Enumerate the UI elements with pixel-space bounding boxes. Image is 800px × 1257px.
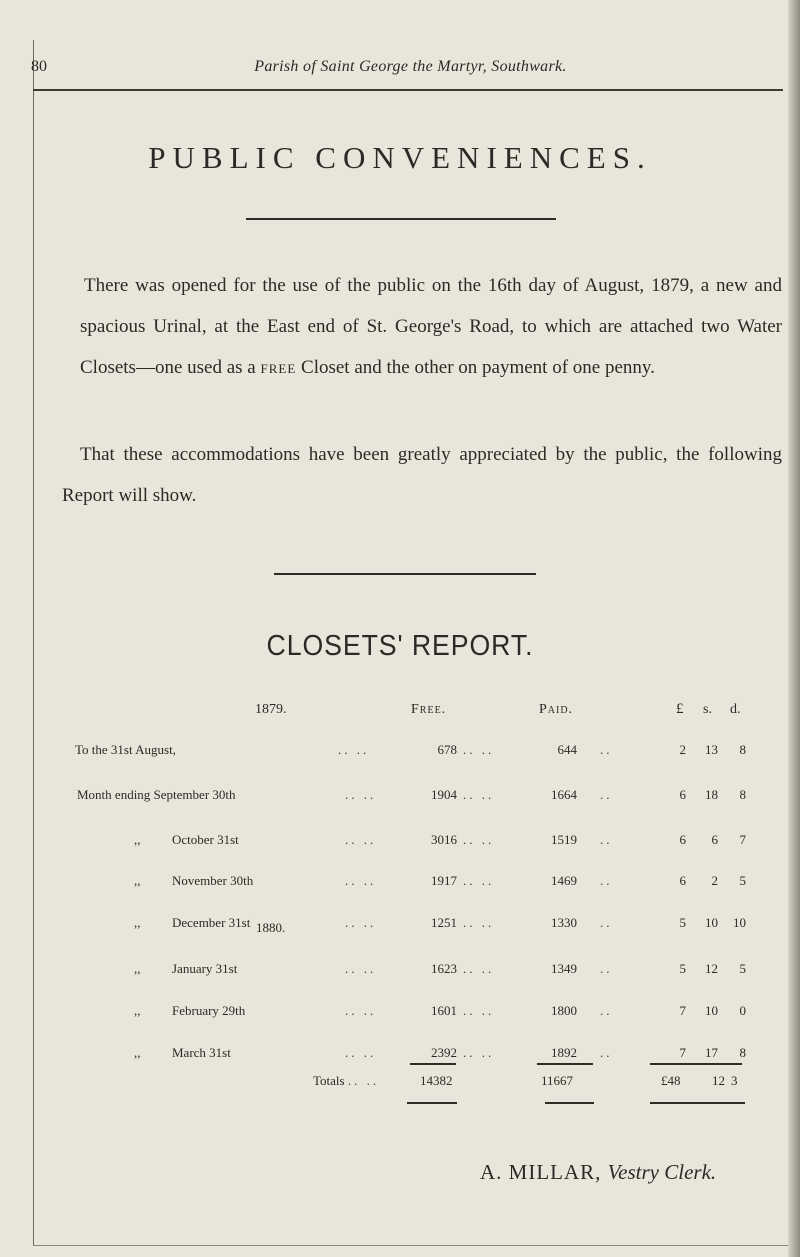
header-year: 1879. — [255, 702, 287, 717]
row-leader: .. — [600, 1045, 613, 1060]
bottom-rule — [33, 1245, 788, 1246]
report-title: CLOSETS' REPORT. — [266, 630, 534, 662]
row-ditto: ,, — [134, 1045, 141, 1060]
row-label: February 29th — [172, 1003, 246, 1018]
row-paid: 1330 — [551, 915, 577, 930]
rule-money-top — [650, 1063, 742, 1065]
row-free: 1904 — [431, 787, 457, 802]
row-pence: 7 — [739, 832, 746, 847]
row-leader: .. .. — [463, 742, 495, 757]
row-ditto: ,, — [134, 832, 141, 847]
paragraph-1-free: free — [260, 357, 297, 378]
running-head: Parish of Saint George the Martyr, Southwark. — [254, 58, 567, 75]
header-shillings: s. — [703, 702, 712, 717]
row-pounds: 7 — [679, 1003, 686, 1018]
row-pence: 8 — [739, 1045, 746, 1060]
row-leader: .. — [600, 787, 613, 802]
row-pounds: 2 — [679, 742, 686, 757]
row-leader: .. .. — [463, 787, 495, 802]
row-shillings: 18 — [705, 787, 718, 802]
row-label: December 31st — [172, 915, 251, 930]
row-leader: .. .. — [463, 961, 495, 976]
row-paid: 1800 — [551, 1003, 577, 1018]
row-leader: .. .. — [345, 1045, 377, 1060]
header-free: Free. — [411, 702, 447, 717]
signature-name: A. MILLAR, — [480, 1160, 602, 1184]
totals-label: Totals .. .. — [313, 1073, 380, 1088]
row-shillings: 6 — [711, 832, 718, 847]
row-free: 1601 — [431, 1003, 457, 1018]
rule-paid-bottom — [545, 1102, 594, 1104]
signature — [480, 1160, 716, 1185]
section-divider — [274, 573, 536, 575]
signature-title: Vestry Clerk. — [607, 1160, 717, 1184]
row-leader: .. — [600, 1003, 613, 1018]
row-leader: .. .. — [345, 787, 377, 802]
row-free: 3016 — [431, 832, 457, 847]
row-free: 1251 — [431, 915, 457, 930]
row-leader: .. .. — [463, 832, 495, 847]
row-leader: .. .. — [345, 961, 377, 976]
rule-money-bottom — [650, 1102, 745, 1104]
row-ditto: ,, — [134, 873, 141, 888]
row-pounds: 5 — [679, 961, 686, 976]
row-ditto: ,, — [134, 915, 141, 930]
row-paid: 1469 — [551, 873, 577, 888]
row-pounds: 6 — [679, 873, 686, 888]
header-rule — [33, 89, 783, 91]
row-label: November 30th — [172, 873, 254, 888]
row-pence: 5 — [739, 961, 746, 976]
row-pounds: 6 — [679, 787, 686, 802]
row-leader: .. .. — [463, 873, 495, 888]
row-pence: 0 — [739, 1003, 746, 1018]
row-pounds: 5 — [679, 915, 686, 930]
row-pounds: 7 — [679, 1045, 686, 1060]
row-ditto: ,, — [134, 961, 141, 976]
totals-pounds: £48 — [661, 1073, 681, 1088]
row-free: 1917 — [431, 873, 457, 888]
header-paid: Paid. — [539, 702, 574, 717]
row-ditto: ,, — [134, 1003, 141, 1018]
title-divider — [246, 218, 556, 220]
row-label: January 31st — [172, 961, 238, 976]
row-shillings: 10 — [705, 915, 718, 930]
row-leader: .. — [600, 873, 613, 888]
paragraph-1 — [80, 265, 782, 388]
row-free: 1623 — [431, 961, 457, 976]
row-label: To the 31st August, — [75, 742, 176, 757]
row-pence: 8 — [739, 742, 746, 757]
page-edge — [788, 0, 800, 1257]
row-leader: .. .. — [463, 1003, 495, 1018]
row-free: 678 — [437, 742, 457, 757]
row-leader: .. .. — [345, 915, 377, 930]
totals-free: 14382 — [420, 1073, 453, 1088]
row-leader: .. .. — [345, 1003, 377, 1018]
header-pounds: £ — [676, 701, 684, 717]
page-title: PUBLIC CONVENIENCES. — [148, 140, 652, 175]
row-paid: 1664 — [551, 787, 577, 802]
row-paid: 1892 — [551, 1045, 577, 1060]
totals-paid: 11667 — [541, 1073, 574, 1088]
row-label: March 31st — [172, 1045, 231, 1060]
row-leader: .. — [600, 915, 613, 930]
row-label: Month ending September 30th — [77, 787, 236, 802]
row-paid: 1349 — [551, 961, 577, 976]
paragraph-1-text-b: Closet and the other on payment of one penny. — [301, 357, 655, 378]
totals-shillings: 12 — [712, 1073, 725, 1088]
totals-pence: 3 — [731, 1073, 738, 1088]
row-paid: 644 — [557, 742, 577, 757]
row-pence: 8 — [739, 787, 746, 802]
row-free: 2392 — [431, 1045, 457, 1060]
row-shillings: 2 — [711, 873, 718, 888]
header-pence: d. — [730, 702, 741, 717]
row-leader: .. — [600, 832, 613, 847]
row-leader: .. — [600, 742, 613, 757]
row-shillings: 17 — [705, 1045, 718, 1060]
row-shillings: 10 — [705, 1003, 718, 1018]
rule-free-bottom — [407, 1102, 457, 1104]
row-label: October 31st — [172, 832, 239, 847]
row-leader: .. .. — [463, 915, 495, 930]
row-leader: .. .. — [463, 1045, 495, 1060]
row-leader: .. .. — [338, 742, 370, 757]
page-header — [33, 48, 788, 88]
row-shillings: 13 — [705, 742, 718, 757]
row-leader: .. .. — [345, 873, 377, 888]
row-paid: 1519 — [551, 832, 577, 847]
row-pence: 5 — [739, 873, 746, 888]
year-1880: 1880. — [256, 920, 286, 935]
rule-free-top — [410, 1063, 456, 1065]
row-leader: .. .. — [345, 832, 377, 847]
row-shillings: 12 — [705, 961, 718, 976]
paragraph-2: That these accommodations have been greatly appreciated by the public, the following Report will show. — [62, 444, 782, 506]
paragraph-1-text-a: There was opened for the use of the public on the 16th day of August, 1879, a new and spacious Urinal, at the East end of St. George's Road, to which are attached two Water Closets—one used as a — [80, 275, 782, 378]
row-pence: 10 — [733, 915, 746, 930]
rule-paid-top — [537, 1063, 593, 1065]
row-pounds: 6 — [679, 832, 686, 847]
page-number: 80 — [31, 58, 47, 75]
row-leader: .. — [600, 961, 613, 976]
